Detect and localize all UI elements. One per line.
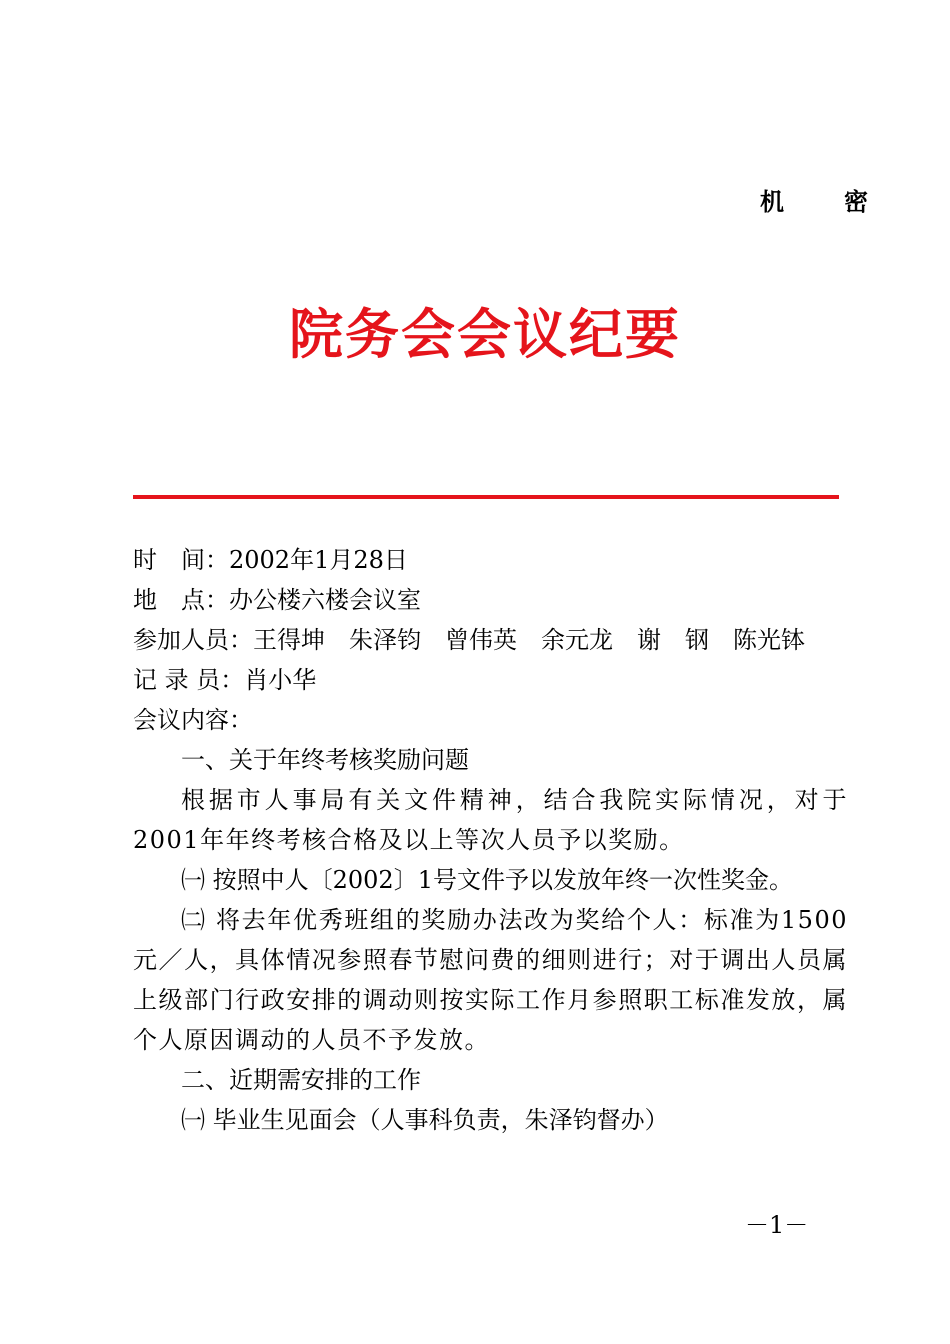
red-divider-rule: [133, 495, 839, 499]
content-label: 会议内容：: [133, 706, 253, 734]
meeting-time-line: [133, 540, 848, 580]
attendees-value: 王得坤 朱泽钧 曾伟英 余元龙 谢 钢 陈光钵: [253, 626, 805, 654]
recorder-label: 记 录 员：: [133, 666, 245, 694]
section-2-item-1: ㈠ 毕业生见面会（人事科负责，朱泽钧督办）: [181, 1106, 669, 1134]
time-label: 时 间：: [133, 546, 229, 574]
page-number: －1－: [745, 1211, 809, 1239]
time-value: 2002年1月28日: [229, 546, 408, 574]
section-1-item-2: ㈡ 将去年优秀班组的奖励办法改为奖给个人：标准为1500元／人，具体情况参照春节慰问费的细则进行；对于调出人员属上级部门行政安排的调动则按实际工作月参照职工标准发放，属个人原因调动的人员不予发放。: [133, 906, 848, 1054]
classification-label: 机 密: [760, 188, 886, 216]
place-label: 地 点：: [133, 586, 229, 614]
place-value: 办公楼六楼会议室: [229, 586, 421, 614]
section-2-heading: 二、近期需安排的工作: [181, 1066, 421, 1094]
recorder-value: 肖小华: [244, 666, 317, 694]
attendees-label: 参加人员：: [133, 626, 253, 654]
meeting-place-line: [133, 580, 848, 620]
section-1-item-1: ㈠ 按照中人〔2002〕1号文件予以发放年终一次性奖金。: [181, 866, 793, 894]
attendees-line: [133, 620, 848, 660]
recorder-line: [133, 660, 848, 700]
section-1-paragraph: 根据市人事局有关文件精神，结合我院实际情况，对于2001年年终考核合格及以上等次人员予以奖励。: [133, 786, 848, 854]
document-body: [133, 540, 848, 1140]
document-title: 院务会会议纪要: [289, 303, 681, 366]
section-1-heading: 一、关于年终考核奖励问题: [181, 746, 469, 774]
